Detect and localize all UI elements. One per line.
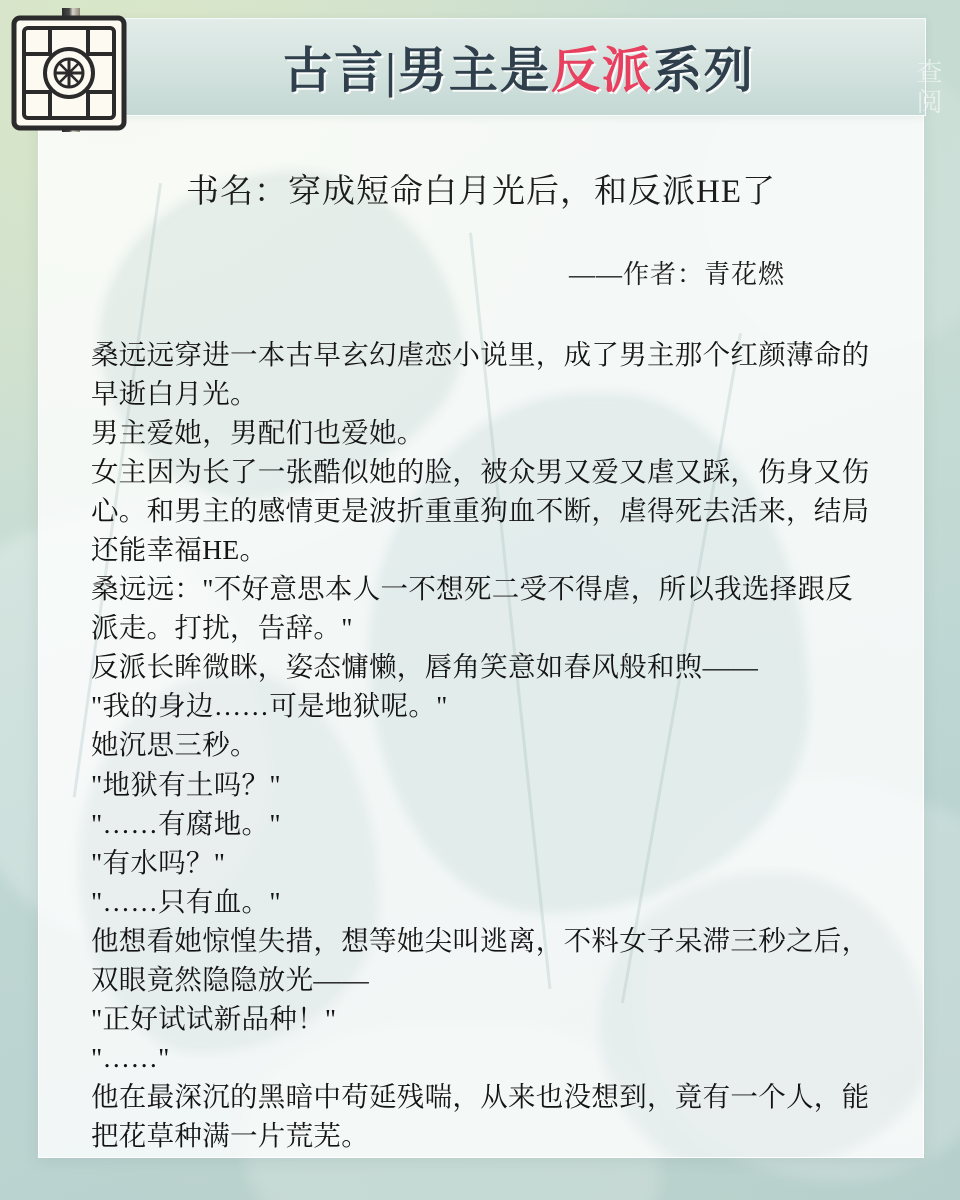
- synopsis-paragraph: 男主爱她，男配们也爱她。: [91, 417, 425, 449]
- synopsis-paragraph: "……只有血。": [91, 885, 281, 917]
- header-banner: [112, 18, 926, 116]
- banner-title-prefix: 古言|男主是: [283, 43, 551, 98]
- synopsis-body: [91, 335, 871, 1155]
- book-title: 书名：穿成短命白月光后，和反派HE了: [186, 174, 776, 210]
- synopsis-paragraph: 桑远远："不好意思本人一不想死二受不得虐，所以我选择跟反派走。打扰，告辞。": [91, 573, 854, 644]
- synopsis-paragraph: 他在最深沉的黑暗中苟延残喘，从来也没想到，竟有一个人，能把花草种满一片荒芜。: [91, 1080, 870, 1151]
- synopsis-paragraph: "正好试试新品种！": [91, 1002, 337, 1034]
- banner-title: [283, 32, 755, 102]
- synopsis-paragraph: "……有腐地。": [91, 807, 281, 839]
- synopsis-paragraph: 女主因为长了一张酷似她的脸，被众男又爱又虐又踩，伤身又伤心。和男主的感情更是波折重重狗血不断，虐得死去活来，结局还能幸福HE。: [91, 456, 870, 566]
- watermark-text: 查阅: [913, 58, 942, 118]
- synopsis-paragraph: 她沉思三秒。: [91, 729, 258, 761]
- banner-title-accent: 反派: [550, 43, 653, 98]
- ornament-medallion-icon: [10, 14, 128, 132]
- content-card: [38, 112, 924, 1158]
- synopsis-paragraph: "地狱有土吗？": [91, 768, 281, 800]
- synopsis-paragraph: 桑远远穿进一本古早玄幻虐恋小说里，成了男主那个红颜薄命的早逝白月光。: [91, 339, 870, 410]
- synopsis-paragraph: "我的身边……可是地狱呢。": [91, 690, 448, 722]
- author-line: ——作者：青花燃: [568, 260, 785, 289]
- synopsis-paragraph: 反派长眸微眯，姿态慵懒，唇角笑意如春风般和煦——: [91, 651, 759, 683]
- banner-title-suffix: 系列: [652, 43, 755, 98]
- synopsis-paragraph: "……": [91, 1041, 170, 1073]
- synopsis-paragraph: 他想看她惊惶失措，想等她尖叫逃离，不料女子呆滞三秒之后，双眼竟然隐隐放光——: [91, 924, 870, 995]
- synopsis-paragraph: "有水吗？": [91, 846, 226, 878]
